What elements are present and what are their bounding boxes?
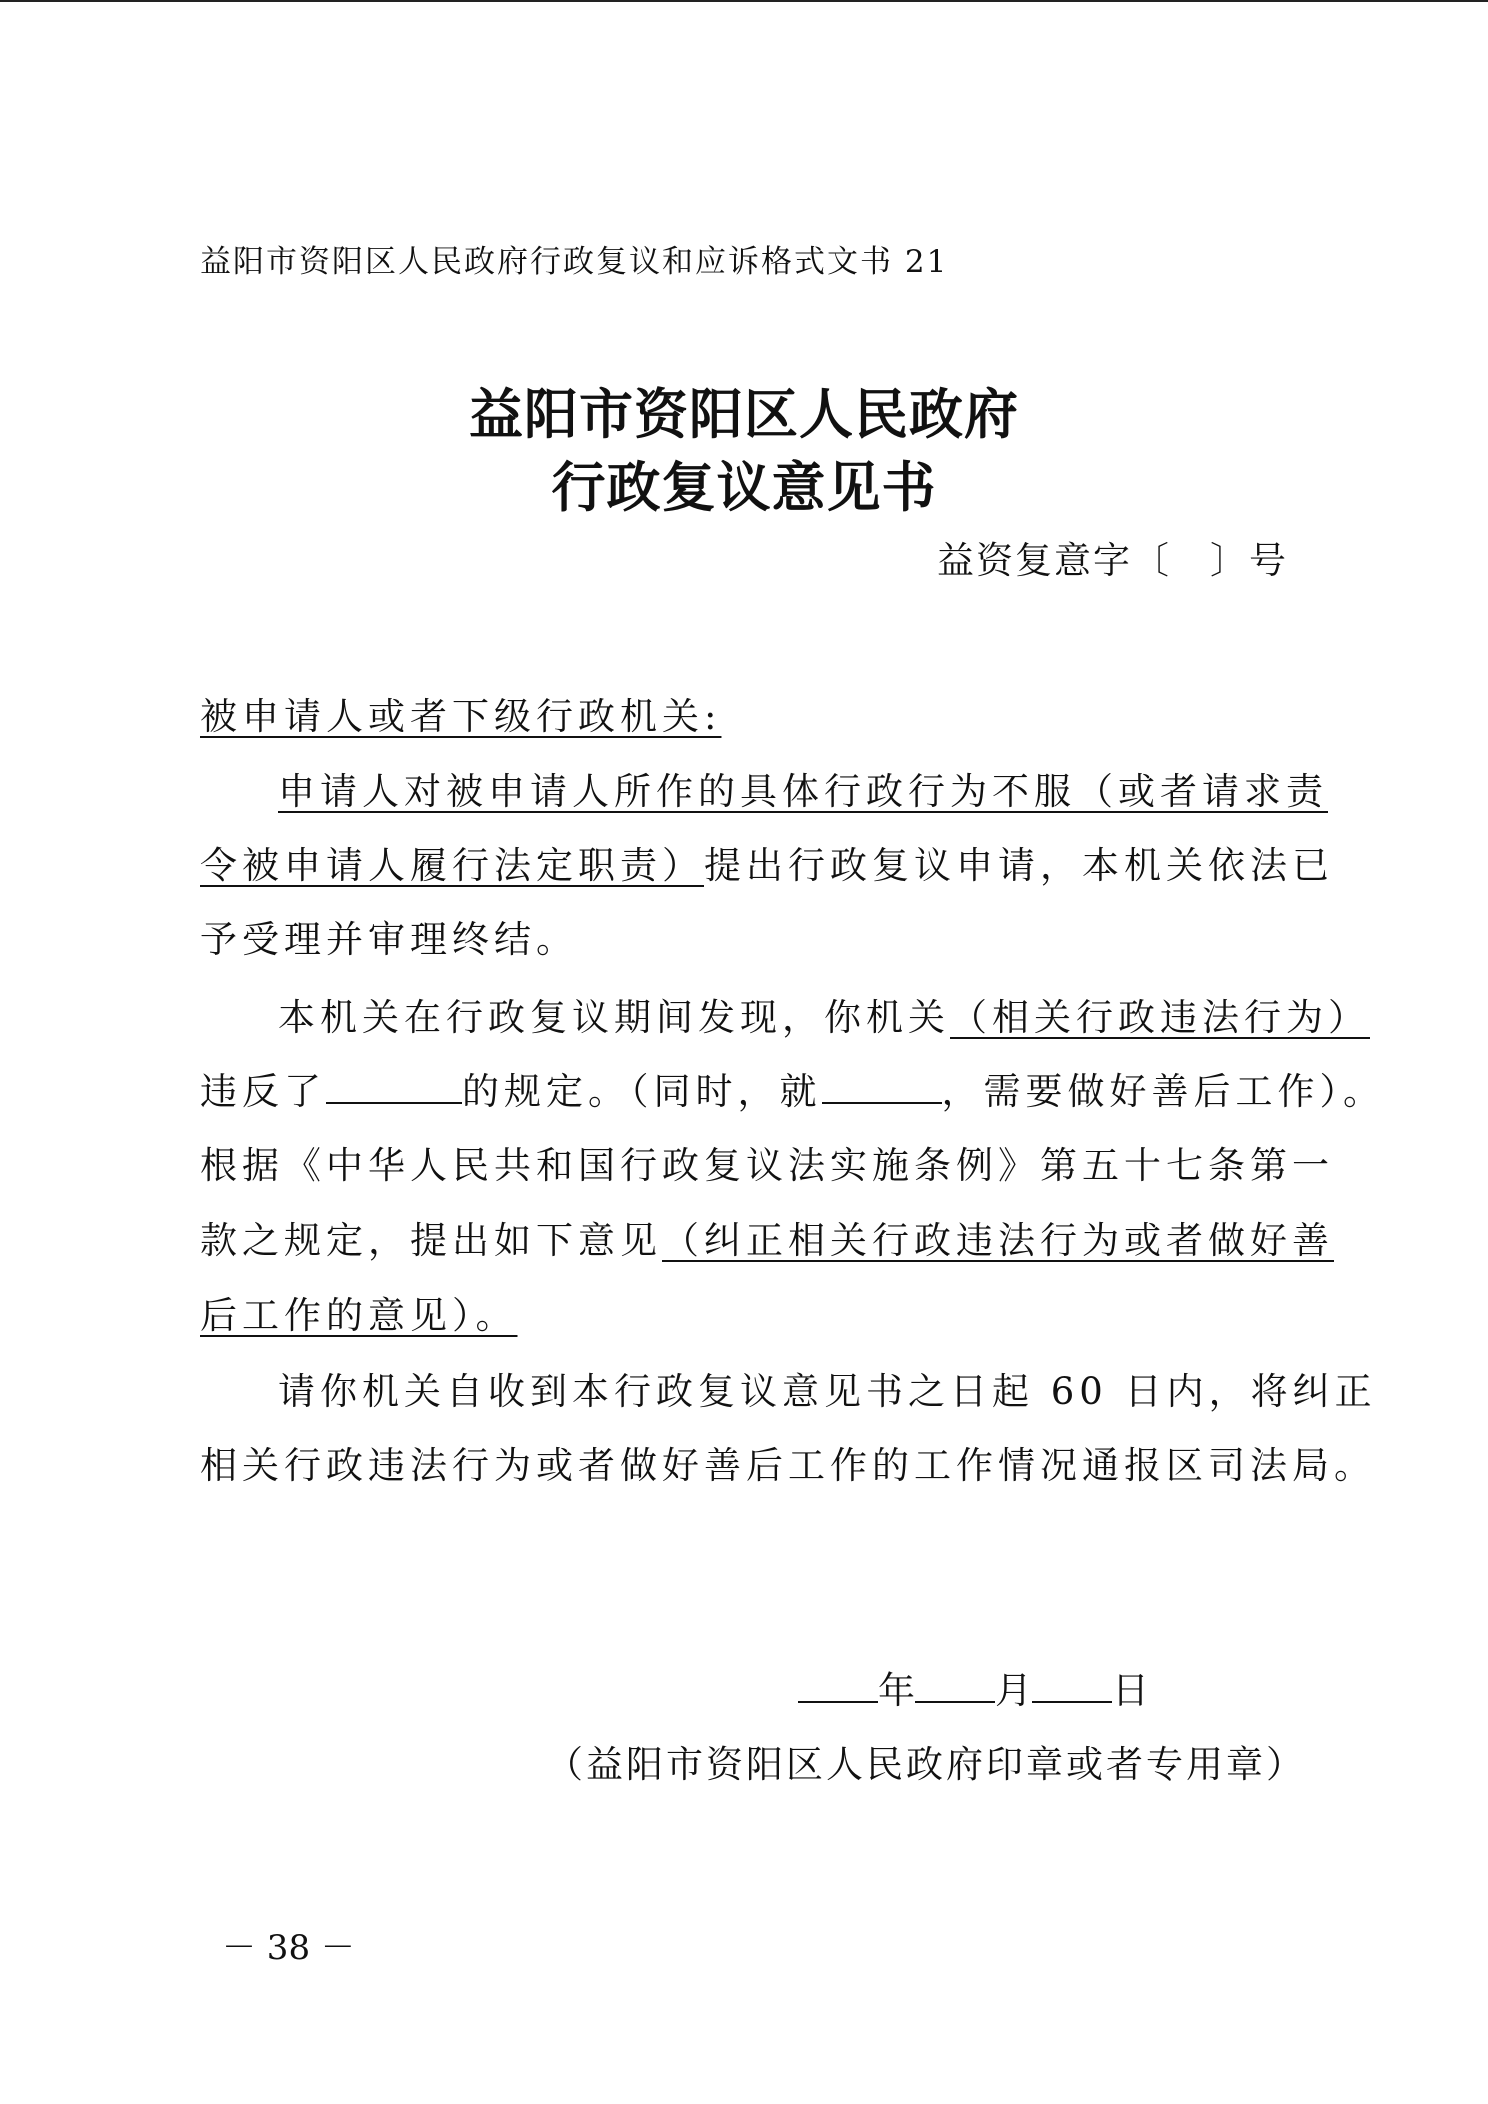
paragraph-2-text-b: 的规定。（同时，就: [462, 1070, 822, 1113]
paragraph-1-line-2: [200, 835, 1334, 889]
paragraph-2-line-5: 后工作的意见）。: [200, 1294, 518, 1337]
paragraph-1-underlined-text: 申请人对被申请人所作的具体行政行为不服（或者请求责: [278, 770, 1328, 813]
top-border-line: [0, 0, 1488, 2]
day-blank[interactable]: [1032, 1671, 1112, 1703]
paragraph-2-line-3: 根据《中华人民共和国行政复议法实施条例》第五十七条第一: [200, 1144, 1334, 1187]
day-label: 日: [1112, 1669, 1149, 1712]
addressee: 被申请人或者下级行政机关:: [200, 695, 722, 738]
page-number: － 38 －: [222, 1928, 355, 1968]
paragraph-2-text: 本机关在行政复议期间发现，你机关: [278, 996, 950, 1039]
fill-in-blank-regulation[interactable]: [326, 1072, 462, 1104]
paragraph-2-underlined-text: （相关行政违法行为）: [950, 996, 1370, 1039]
month-label: 月: [995, 1669, 1032, 1712]
paragraph-1-line-1: [278, 761, 1328, 815]
month-blank[interactable]: [915, 1671, 995, 1703]
paragraph-2-text-a: 违反了: [200, 1070, 326, 1113]
seal-note: （益阳市资阳区人民政府印章或者专用章）: [546, 1743, 1306, 1786]
document-series-title: 益阳市资阳区人民政府行政复议和应诉格式文书 21: [200, 244, 949, 280]
fill-in-blank-matter[interactable]: [822, 1072, 942, 1104]
paragraph-3-line-1: 请你机关自收到本行政复议意见书之日起 60 日内，将纠正: [278, 1370, 1377, 1413]
paragraph-2-text-c: ，需要做好善后工作）。: [941, 1070, 1385, 1113]
paragraph-2-underlined-opinion: （纠正相关行政违法行为或者做好善: [662, 1219, 1334, 1262]
year-label: 年: [878, 1669, 915, 1712]
year-blank[interactable]: [798, 1671, 878, 1703]
paragraph-1-text: 提出行政复议申请，本机关依法已: [704, 844, 1334, 887]
paragraph-2-line-1: [278, 987, 1370, 1041]
paragraph-1-line-3: 予受理并审理终结。: [200, 918, 578, 961]
paragraph-3-line-2: 相关行政违法行为或者做好善后工作的工作情况通报区司法局。: [200, 1444, 1376, 1487]
paragraph-2-line-4: [200, 1210, 1334, 1264]
document-title-line-1: 益阳市资阳区人民政府: [469, 382, 1019, 446]
date-line: [798, 1660, 1149, 1714]
paragraph-2-text-d: 款之规定，提出如下意见: [200, 1219, 662, 1262]
document-number: 益资复意字〔 〕号: [937, 539, 1288, 582]
paragraph-2-line-2: [200, 1061, 1385, 1115]
paragraph-1-underlined-text-2: 令被申请人履行法定职责）: [200, 844, 704, 887]
document-title-line-2: 行政复议意见书: [551, 455, 937, 519]
